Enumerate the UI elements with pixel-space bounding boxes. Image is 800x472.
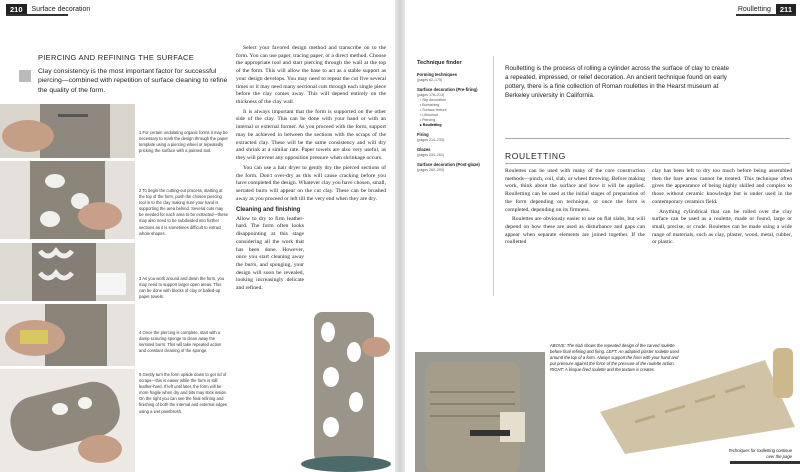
right-running-title: Roulletting (737, 5, 771, 13)
step-photo-5 (0, 369, 135, 472)
roulette-column-1 (505, 168, 645, 249)
step-photo-3 (0, 243, 135, 301)
finder-sub[interactable]: • Lithiomod (420, 112, 438, 117)
left-running-title: Surface decoration (31, 5, 91, 13)
pierced-vessel-photo (236, 312, 395, 472)
left-page (0, 0, 395, 472)
cleaning-paragraph: Allow to dry to firm leather-hard. The form often looks disappointing at this stage considering all the work that has been done. However, once you start cleaning away the burrs, and sponging, your design will soon be revealed, looking increasingly delicate and refined. (236, 215, 304, 292)
section-title: PIERCING AND REFINING THE SURFACE (38, 53, 195, 62)
finder-pages: (pages 262–293) (417, 167, 445, 172)
step-photo-1 (0, 104, 135, 158)
section-intro: Clay consistency is the most important factor for successful piercing—combined with repetition of surface cleaning to refine the quality of the form. (38, 68, 228, 94)
finder-pages: (pages 234–261) (417, 152, 445, 157)
left-page-number: 210 (6, 4, 27, 15)
roulette-column-2 (652, 168, 792, 249)
body-paragraph: Roulettes are obviously easier to use on flat slabs, but will depend on how these are used as disturbance and gaps can appear when separate elements are joined together. If the roulletted (505, 216, 645, 246)
body-paragraph: You can use a hair dryer to gently dry the pierced sections of the form. Don't over-dry as this will cause cracking before you have completed the design. Whatever clay you have chosen, small, serrated burrs will appear on the cut clay. These can be brushed away as you proceed or left till the very end when they are dry. (236, 164, 386, 202)
roulette-section-title: ROULETTING (505, 151, 566, 161)
body-paragraph: It is always important that the form is supported on the other side of the clay. This can be done with your hand or with an internal or external former. As you proceed with the form, support may be achieved in between the sections with the scraps of the extracted clay. These will be the same consistency and will dry and shrink at a similar rate. Paper towels are also very useful, as they will prevent any opposition pressure when shrinkage occurs. (236, 108, 386, 162)
finder-divider (493, 56, 494, 296)
photo-caption: ABOVE: The slab shows the repeated design of the carved roulette before final refining and firing. LEFT: An adapted plaster roulette used around the top of a form. Always support the form with your hand and put pressure against the force of the pressure of the roulette action. RIGHT: A bisque-fired roulette and the texture is creates. (550, 343, 679, 373)
body-paragraph: Anything cylindrical that can be rolled over the clay surface can be used as a roulette, made or found, large or small, precise, or crude. Roulettes can be made using a wide range of materials, such as clay, plaster, wood, metal, rubber, or plastic. (652, 208, 792, 246)
book-gutter (395, 0, 405, 472)
finder-sub-current[interactable]: ▸ Roulletting (420, 122, 442, 127)
body-paragraph: Select your favored design method and transcribe on to the form. You can use paper, tracing paper, or a direct method. Choose the appropriate tool and start piercing through the wall at the top of the form. This will allow the base to act as a stable support as your design develops. You may need to repeat the cut five several times or it may need many sectional cuts through each single piece before the clay comes away. This will depend entirely on the thickness of the clay wall. (236, 45, 386, 106)
technique-finder (417, 60, 487, 173)
finder-group[interactable]: Surface decoration (Pre-firing) (417, 86, 478, 92)
continue-bar (730, 461, 800, 464)
right-page-number: 211 (776, 4, 796, 15)
finder-sub[interactable]: • Piercing (420, 117, 436, 122)
finder-group[interactable]: Forming techniques (417, 71, 458, 77)
title-rule (505, 163, 790, 164)
finder-group[interactable]: Surface decoration (Post-glaze) (417, 161, 480, 167)
step-thumbnail (19, 70, 31, 82)
step-caption-1: 1 For certain undulating organic forms it may be necessary to mark the design through the paper template using a piercing wheel or repeatedly pricking the surface with a pointed tool. (139, 130, 228, 154)
continue-note: Techniques for roulletting continue over the page (728, 448, 792, 460)
roulette-intro: Roulletting is the process of rolling a cylinder across the surface of clay to create a repeated, impressed, or relief decoration. An ancient technique found on early pottery, there is a fine collection of Roman roulettes in the Hearst museum at Berkeley university in California. (505, 65, 729, 99)
intro-rule (505, 138, 790, 139)
step-caption-2: 2 To begin the cutting-out process, starting at the top of the form, push the chosen piercing tool in to the clay making sure your hand is supporting the area behind. Several cuts may be needed for each area to be extracted—these may also need to be subdivided into further sections as it is sometimes difficult to extract whole shapes. (139, 188, 228, 236)
left-header-bar (6, 14, 68, 16)
finder-title: Technique finder (417, 60, 462, 66)
right-page (405, 0, 800, 472)
step-photo-4 (0, 304, 135, 366)
body-paragraph: Roulettes can be used with many of the core construction methods—pinch, coil, slab, or wheel throwing. Before making work, think about the surface and how it will be applied. Roulletting can be used at the initial stages of preparation of the form depending on technique, or once the form is completed, depending on its firmness. (505, 168, 645, 213)
finder-sub[interactable]: • Burnishing (420, 102, 440, 107)
finder-group[interactable]: Glazes (417, 146, 431, 152)
finder-sub[interactable]: • Surface texture (420, 107, 447, 112)
body-column (236, 45, 386, 295)
roulette-vessel-photo (415, 352, 545, 472)
step-caption-3: 3 As you work around and down the form, you may need to support larger open areas. This can be done with blocks of clay or balled-up paper towels. (139, 276, 225, 300)
right-header-bar (736, 14, 796, 16)
finder-pages: (pages 214–233) (417, 137, 445, 142)
finder-group[interactable]: Firing (417, 131, 429, 137)
step-caption-5: 5 Gently turn the form upside down to get rid of scraps—this is easier while the form is still leather-hard. If left until later, the form will be more fragile when dry and bits may stick inside. On the right you can see the final refining and finishing of both the internal and external edges using a wet paintbrush. (139, 372, 227, 414)
body-paragraph: clay has been left to dry too much before being assembled then the bare areas cannot be treated. This technique often gives the appearance of being highly skilled and complex to those without ceramic knowledge but is under used in the contemporary ceramics field. (652, 168, 792, 205)
finder-pages: (pages 62–175) (417, 77, 443, 82)
cleaning-heading: Cleaning and finishing (236, 207, 301, 214)
step-caption-4: 4 Once the piercing is complete, start with a damp scouring sponge to clean away the serrated burrs. This will take repeated action and constant cleaning of the sponge. (139, 330, 222, 354)
step-photo-2 (0, 161, 135, 239)
finder-pages: (pages 176–213) (417, 92, 445, 97)
finder-sub[interactable]: • Slip decoration (420, 97, 447, 102)
